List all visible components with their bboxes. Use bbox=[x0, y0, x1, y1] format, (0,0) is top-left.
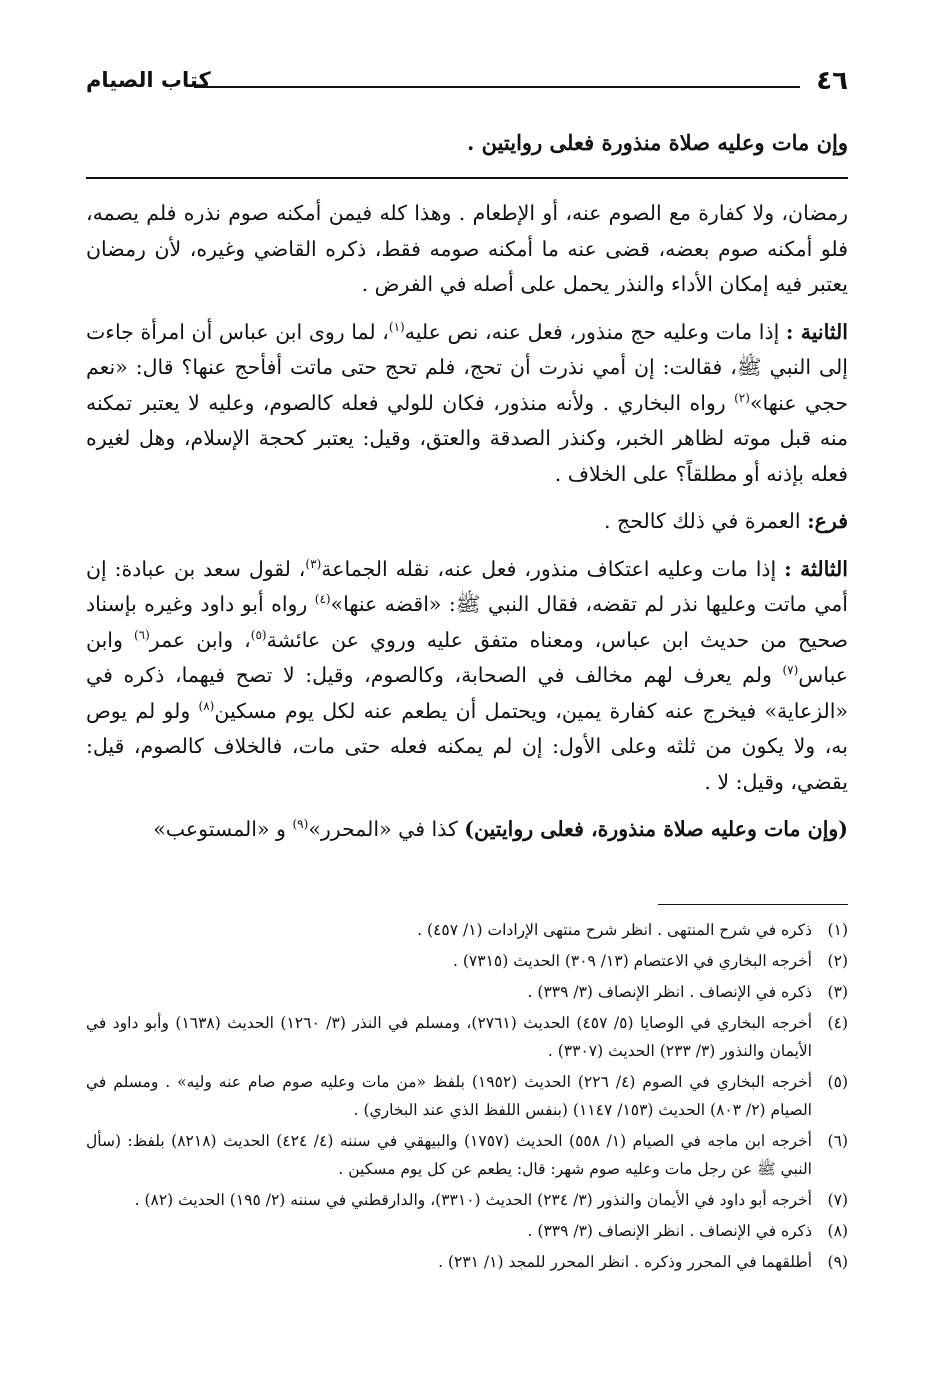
paragraph-5 bbox=[86, 812, 848, 848]
paragraph-text: إذا مات وعليه اعتكاف منذور، فعل عنه، نقله الجماعة bbox=[321, 556, 785, 581]
footnote-ref[interactable]: (٦) bbox=[133, 627, 150, 642]
footnote bbox=[86, 916, 848, 944]
footnote bbox=[86, 1127, 848, 1183]
footnote-ref[interactable]: (١) bbox=[388, 319, 405, 334]
paragraph-text: وابن عباس bbox=[86, 627, 848, 687]
footnote-text: ذكره في شرح المنتهى . انظر شرح منتهى الإرادات (١/ ٤٥٧) . bbox=[417, 921, 812, 939]
footnote-ref[interactable]: (٤) bbox=[314, 592, 331, 607]
footnote bbox=[86, 1186, 848, 1214]
paragraph-text: رواه البخاري . ولأنه منذور، فكان للولي فعله كالصوم، وعليه لا يعتبر تمكنه منه قبل موته لظاهر الخبر، وكنذر الصدقة والعتق، وقيل: يعتبر كحجة الإسلام، وهل لغيره فعله بإذنه أو مطلقاً؟ على الخلاف . bbox=[86, 390, 848, 486]
paragraph-1: رمضان، ولا كفارة مع الصوم عنه، أو الإطعام . وهذا كله فيمن أمكنه صوم نذره فلم يصمه، فلو أمكنه صوم بعضه، قضى عنه ما أمكنه صومه فقط، ذكره القاضي وغيره، لأن رمضان يعتبر فيه إمكان الأداء والنذر يحمل على أصله في الفرض . bbox=[86, 201, 848, 296]
paragraph-text: كذا في «المحرر» bbox=[308, 817, 465, 841]
footnote-ref[interactable]: (٩) bbox=[292, 817, 309, 832]
footnote-number: (٢) bbox=[827, 952, 848, 970]
paragraph-text: ولو لم يوص به، ولا يكون من ثلثه وعلى الأول: إن لم يمكنه فعله حتى مات، فالخلاف كالصوم، قيل: يقضي، وقيل: لا . bbox=[86, 698, 848, 794]
footnote bbox=[86, 1068, 848, 1124]
commentary-body bbox=[86, 196, 848, 860]
footnote bbox=[86, 947, 848, 975]
footnote-text: أخرجه البخاري في الوصايا (٥/ ٤٥٧) الحديث (٢٧٦١)، ومسلم في النذر (٣/ ١٢٦٠) الحديث (١٦٣٨) وأبو داود في الأيمان والنذور (٣/ ٢٣٣) الحديث (٣٣٠٧) . bbox=[86, 1014, 813, 1060]
paragraph-text: ، لقول سعد بن عبادة: إن أمي ماتت وعليها نذر لم تقضه، فقال النبي ﷺ: «اقضه عنها» bbox=[86, 556, 848, 616]
paragraph-label: الثانية : bbox=[785, 319, 848, 344]
footnote-text: أخرجه البخاري في الصوم (٤/ ٢٢٦) الحديث (١٩٥٢) بلفظ «من مات وعليه صوم صام عنه وليه» . ومسلم في الصيام (٢/ ٨٠٣) الحديث (١٥٣/ ١١٤٧) (بنفس اللفظ الذي عند البخاري) . bbox=[86, 1073, 812, 1119]
footnote-text: ذكره في الإنصاف . انظر الإنصاف (٣/ ٣٣٩) . bbox=[527, 1222, 812, 1240]
footnote-number: (٥) bbox=[827, 1073, 848, 1091]
paragraph-text: ولم يعرف لهم مخالف في الصحابة، وكالصوم، وقيل: لا تصح فيهما، ذكره في «الزعاية» فيخرج عنه كفارة يمين، ويحتمل أن يطعم عنه لكل يوم مسكين bbox=[86, 663, 849, 723]
footnote-ref[interactable]: (٧) bbox=[782, 663, 799, 678]
footnote-number: (٣) bbox=[827, 983, 848, 1001]
footnote bbox=[86, 1248, 848, 1276]
footnote bbox=[86, 1009, 848, 1065]
paragraph-text: إذا مات وعليه حج منذور، فعل عنه، نص عليه bbox=[404, 319, 786, 344]
paragraph-text: العمرة في ذلك كالحج . bbox=[603, 509, 808, 533]
footnote-text: أطلقهما في المحرر وذكره . انظر المحرر للمجد (١/ ٢٣١) . bbox=[438, 1253, 812, 1271]
footnote-number: (١) bbox=[827, 921, 848, 939]
footnote-number: (٨) bbox=[827, 1222, 848, 1240]
paragraph-text: ، لما روى ابن عباس أن امرأة جاءت إلى النبي ﷺ، فقالت: إن أمي نذرت أن تحج، فلم تحج حتى ماتت أفأحج عنها؟ قال: «نعم حجي عنها» bbox=[86, 319, 848, 415]
footnote bbox=[86, 978, 848, 1006]
footnote-ref[interactable]: (٥) bbox=[250, 627, 267, 642]
footnote-text: أخرجه أبو داود في الأيمان والنذور (٣/ ٢٣٤) الحديث (٣٣١٠)، والدارقطني في سننه (٢/ ١٩٥) الحديث (٨٢) . bbox=[134, 1191, 812, 1209]
footnote-separator bbox=[658, 904, 848, 905]
header-rule bbox=[194, 86, 800, 88]
footnote-number: (٦) bbox=[827, 1132, 848, 1150]
quoted-matn: (وإن مات وعليه صلاة منذورة، فعلى روايتين) bbox=[464, 817, 848, 841]
footnote-text: أخرجه ابن ماجه في الصيام (١/ ٥٥٨) الحديث (١٧٥٧) والبيهقي في سننه (٤/ ٤٢٤) الحديث (٨٢١٨) بلفظ: (سأل النبي ﷺ عن رجل مات وعليه صوم شهر: قال: يطعم عن كل يوم مسكين . bbox=[86, 1132, 812, 1178]
paragraph-text: ، وابن عمر bbox=[149, 627, 251, 652]
matn-text: وإن مات وعليه صلاة منذورة فعلى روايتين . bbox=[466, 130, 848, 155]
footnote-number: (٤) bbox=[827, 1014, 848, 1032]
paragraph-label: فرع: bbox=[807, 509, 848, 533]
paragraph-3 bbox=[86, 504, 848, 540]
footnote-ref[interactable]: (٨) bbox=[198, 698, 215, 713]
matn-separator bbox=[86, 177, 848, 179]
footnote-ref[interactable]: (٣) bbox=[305, 556, 322, 571]
paragraph-text: و «المستوعب» bbox=[153, 817, 293, 841]
paragraph-text: رواه أبو داود وغيره بإسناد صحيح من حديث ابن عباس، ومعناه متفق عليه وروي عن عائشة bbox=[86, 592, 849, 652]
footnote-text: ذكره في الإنصاف . انظر الإنصاف (٣/ ٣٣٩) . bbox=[527, 983, 812, 1001]
footnote-text: أخرجه البخاري في الاعتصام (١٣/ ٣٠٩) الحديث (٧٣١٥) . bbox=[453, 952, 812, 970]
paragraph-label: الثالثة : bbox=[784, 556, 848, 581]
footnote bbox=[86, 1217, 848, 1245]
page-number: ٤٦ bbox=[816, 66, 848, 96]
footnote-number: (٧) bbox=[827, 1191, 848, 1209]
page-header bbox=[86, 66, 848, 102]
paragraph-2 bbox=[86, 315, 848, 493]
footnote-number: (٩) bbox=[827, 1253, 848, 1271]
running-title: كتاب الصيام bbox=[86, 68, 211, 92]
footnotes bbox=[86, 916, 848, 1279]
footnote-ref[interactable]: (٢) bbox=[734, 390, 750, 405]
paragraph-4 bbox=[86, 552, 848, 801]
